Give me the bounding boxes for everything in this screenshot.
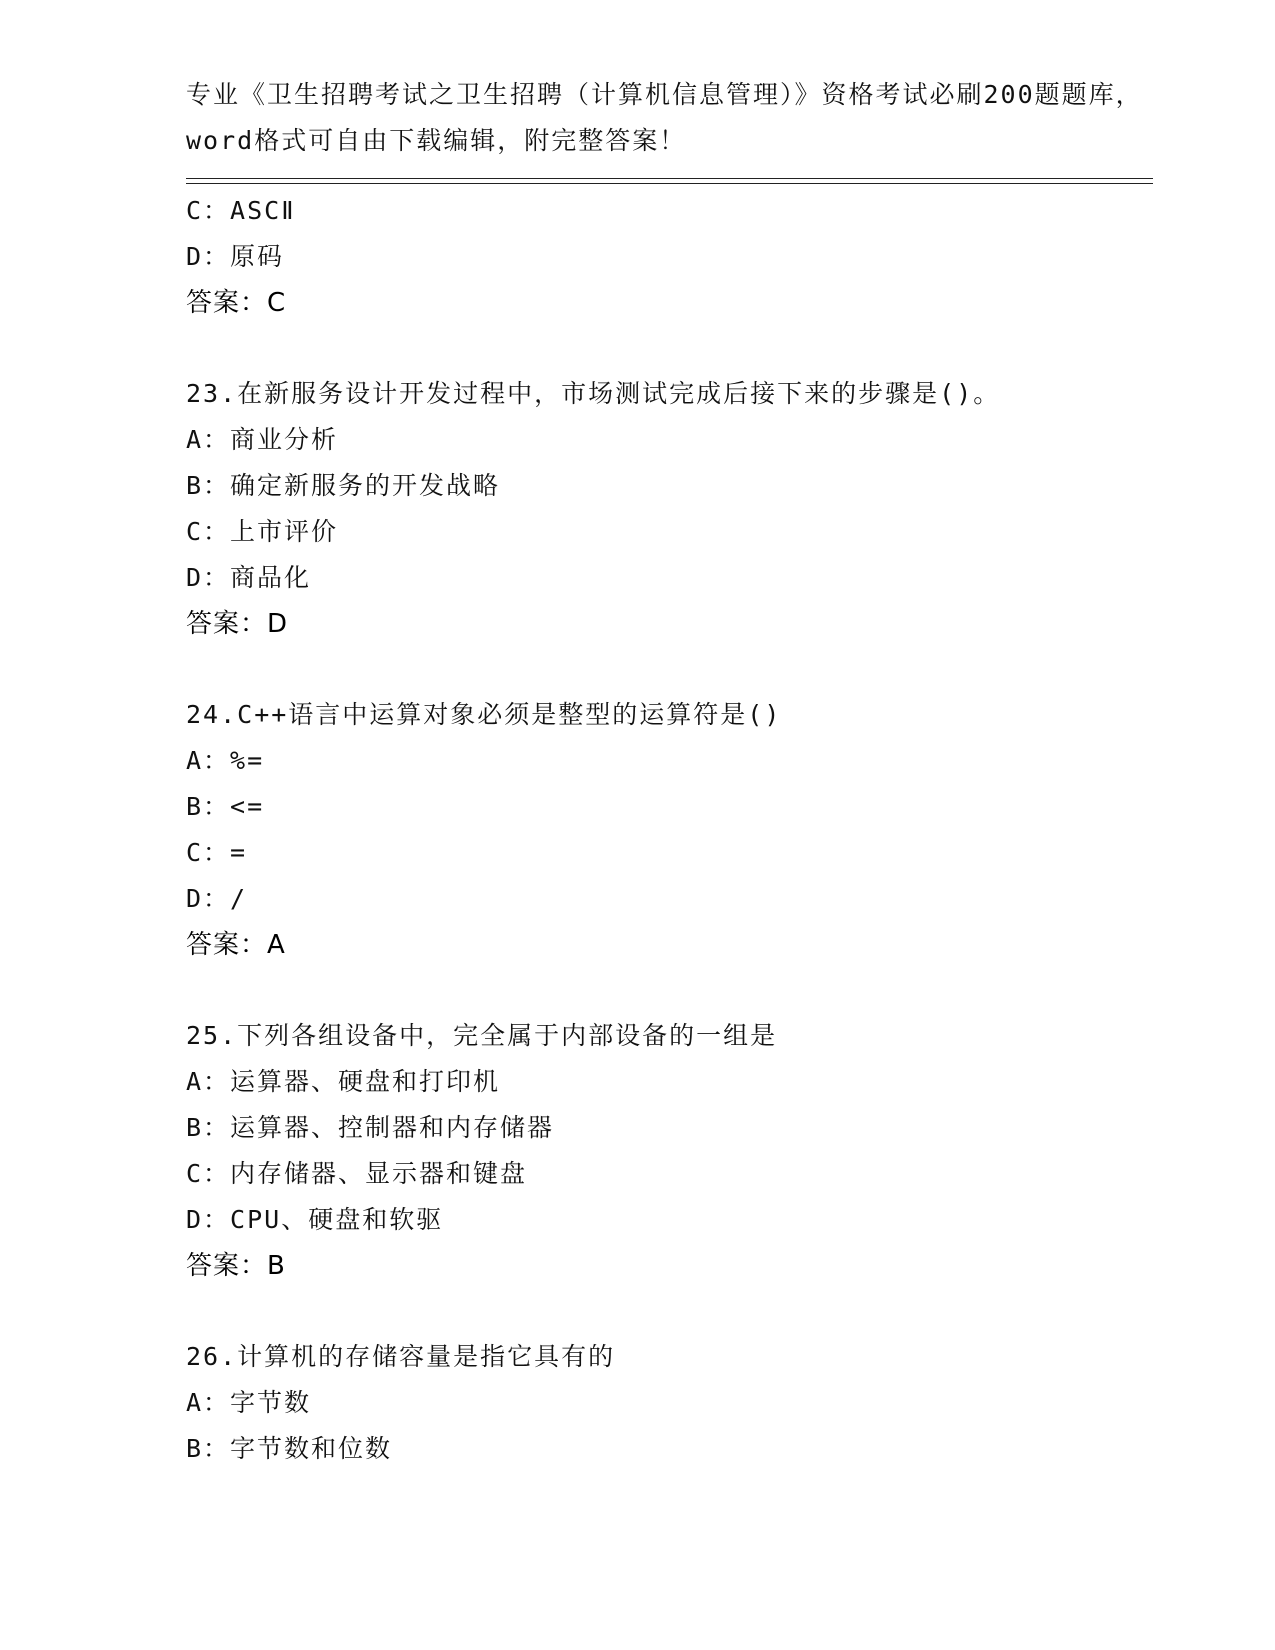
question-content [186, 188, 1146, 1472]
option-c: C：内存储器、显示器和键盘 [186, 1159, 528, 1188]
option-a: A：%= [186, 746, 265, 775]
spacer [186, 326, 1146, 371]
question-23 [186, 371, 1146, 647]
header-divider-bottom [186, 183, 1153, 184]
question-24 [186, 692, 1146, 968]
option-b: B：字节数和位数 [186, 1434, 393, 1463]
answer-line: 答案：D [186, 609, 289, 639]
option-d: D：/ [186, 884, 248, 913]
header-title-line-2: word格式可自由下载编辑，附完整答案！ [186, 126, 687, 155]
answer-line: 答案：A [186, 930, 286, 960]
question-26 [186, 1334, 1146, 1472]
option-d: D：CPU、硬盘和软驱 [186, 1205, 444, 1234]
answer-line: 答案：C [186, 288, 287, 318]
option-a: A：字节数 [186, 1388, 312, 1417]
spacer [186, 1289, 1146, 1334]
option-d: D：原码 [186, 242, 285, 271]
question-stem: 26.计算机的存储容量是指它具有的 [186, 1342, 616, 1371]
question-22-continued [186, 188, 1146, 326]
option-c: C：上市评价 [186, 517, 339, 546]
header-title-line-1: 专业《卫生招聘考试之卫生招聘（计算机信息管理）》资格考试必刷200题题库， [186, 80, 1143, 109]
question-25 [186, 1013, 1146, 1289]
answer-line: 答案：B [186, 1251, 286, 1281]
header-divider-top [186, 178, 1153, 179]
option-b: B：<= [186, 792, 265, 821]
question-stem: 24.C++语言中运算对象必须是整型的运算符是() [186, 700, 782, 729]
spacer [186, 968, 1146, 1013]
question-stem: 23.在新服务设计开发过程中，市场测试完成后接下来的步骤是()。 [186, 379, 1001, 408]
question-stem: 25.下列各组设备中，完全属于内部设备的一组是 [186, 1021, 778, 1050]
option-b: B：运算器、控制器和内存储器 [186, 1113, 555, 1142]
option-c: C：= [186, 838, 248, 867]
option-b: B：确定新服务的开发战略 [186, 471, 501, 500]
option-a: A：运算器、硬盘和打印机 [186, 1067, 501, 1096]
spacer [186, 647, 1146, 692]
option-c: C：ASCⅡ [186, 196, 296, 225]
option-d: D：商品化 [186, 563, 312, 592]
document-header [186, 72, 1143, 164]
option-a: A：商业分析 [186, 425, 339, 454]
